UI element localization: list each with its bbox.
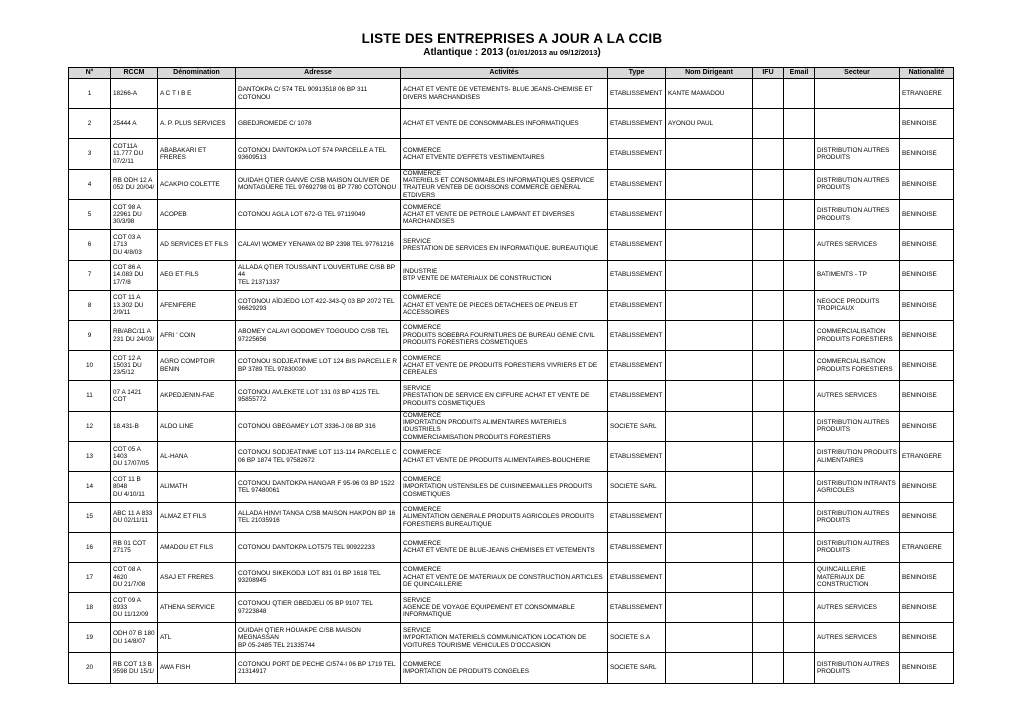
table-row xyxy=(69,532,954,562)
cell-email xyxy=(784,472,815,502)
cell-nationality: BENINOISE xyxy=(900,169,954,200)
cell-rccm: COT 11 B 8048 DU 4/10/11 xyxy=(111,472,158,502)
cell-rccm: COT 12 A 15031 DU 23/5/12 xyxy=(111,351,158,381)
cell-type: ETABLISSEMENT xyxy=(608,593,666,623)
cell-director xyxy=(666,200,753,230)
cell-ifu xyxy=(753,381,784,411)
cell-ifu xyxy=(753,593,784,623)
subtitle-end: ) xyxy=(597,47,601,58)
cell-address: COTONOU AGLA LOT 672-G TEL 97119049 xyxy=(236,200,401,230)
table-row xyxy=(69,290,954,320)
table-row xyxy=(69,351,954,381)
column-header-type: Type xyxy=(608,68,666,79)
cell-ifu xyxy=(753,139,784,169)
cell-ifu xyxy=(753,109,784,139)
cell-number: 10 xyxy=(69,351,111,381)
cell-type: ETABLISSEMENT xyxy=(608,442,666,472)
cell-activities: SERVICE PRESTATION DE SERVICES EN INFORMATIQUE. BUREAUTIQUE xyxy=(401,230,608,260)
cell-rccm: 25444 A xyxy=(111,109,158,139)
cell-address: COTONOU AVLEKETE LOT 131 03 BP 4125 TEL 95855772 xyxy=(236,381,401,411)
column-header-nationality: Nationalité xyxy=(900,68,954,79)
cell-type: ETABLISSEMENT xyxy=(608,230,666,260)
subtitle-main: Atlantique : 2013 ( xyxy=(423,47,510,58)
table-row xyxy=(69,79,954,109)
cell-director xyxy=(666,593,753,623)
cell-email xyxy=(784,290,815,320)
cell-type: SOCIETE S.A xyxy=(608,623,666,653)
cell-denomination: ACOPEB xyxy=(158,200,236,230)
subtitle-period: 01/01/2013 au 09/12/2013 xyxy=(509,48,598,57)
cell-director xyxy=(666,502,753,532)
cell-number: 13 xyxy=(69,442,111,472)
cell-nationality: BENINOISE xyxy=(900,502,954,532)
table-row xyxy=(69,653,954,683)
cell-denomination: ALMAZ ET FILS xyxy=(158,502,236,532)
cell-director xyxy=(666,411,753,442)
cell-activities: COMMERCE PRODUITS SOBEBRA FOURNITURES DE BUREAU GENIE CIVIL PRODUITS FORESTIERS COSMETIQUES xyxy=(401,320,608,350)
cell-sector: BATIMENTS - TP xyxy=(815,260,900,290)
cell-activities: SERVICE AGENCE DE VOYAGE EQUIPEMENT ET CONSOMMABLE INFORMATIQUE xyxy=(401,593,608,623)
cell-denomination: A C T I B E xyxy=(158,79,236,109)
cell-ifu xyxy=(753,79,784,109)
cell-director xyxy=(666,230,753,260)
cell-type: SOCIETE SARL xyxy=(608,411,666,442)
cell-number: 15 xyxy=(69,502,111,532)
cell-denomination: AEG ET FILS xyxy=(158,260,236,290)
cell-denomination: A. P. PLUS SERVICES xyxy=(158,109,236,139)
cell-ifu xyxy=(753,562,784,592)
cell-email xyxy=(784,623,815,653)
cell-denomination: AD SERVICES ET FILS xyxy=(158,230,236,260)
cell-sector: DISTRIBUTION AUTRES PRODUITS xyxy=(815,532,900,562)
cell-email xyxy=(784,381,815,411)
cell-rccm: COT 11 A 13.302 DU 2/9/11 xyxy=(111,290,158,320)
cell-number: 18 xyxy=(69,593,111,623)
table-row xyxy=(69,260,954,290)
cell-sector: DISTRIBUTION AUTRES PRODUITS xyxy=(815,411,900,442)
companies-table xyxy=(68,67,954,684)
table-row xyxy=(69,472,954,502)
cell-activities: ACHAT ET VENTE DE CONSOMMABLES INFORMATIQUES xyxy=(401,109,608,139)
cell-activities: COMMERCE ACHAT ET VENTE DE BLUE-JEANS CHEMISES ET VETEMENTS xyxy=(401,532,608,562)
cell-director xyxy=(666,532,753,562)
table-row xyxy=(69,411,954,442)
cell-type: ETABLISSEMENT xyxy=(608,320,666,350)
cell-denomination: ABABAKARI ET FRERES xyxy=(158,139,236,169)
cell-activities: COMMERCE ALIMENTATION GENERALE PRODUITS AGRICOLES PRODUITS FORESTIERS BUREAUTIQUE xyxy=(401,502,608,532)
cell-director: AYONOU PAUL xyxy=(666,109,753,139)
cell-type: ETABLISSEMENT xyxy=(608,290,666,320)
table-row xyxy=(69,593,954,623)
cell-rccm: 18.431-B xyxy=(111,411,158,442)
cell-denomination: AFENIFERE xyxy=(158,290,236,320)
cell-address: COTONOU PORT DE PECHE C/574-I 06 BP 1719 TEL 21314917 xyxy=(236,653,401,683)
cell-ifu xyxy=(753,653,784,683)
table-row xyxy=(69,139,954,169)
cell-director xyxy=(666,623,753,653)
cell-nationality: BENINOISE xyxy=(900,320,954,350)
column-header-number: N° xyxy=(69,68,111,79)
cell-email xyxy=(784,351,815,381)
cell-number: 4 xyxy=(69,169,111,200)
table-row xyxy=(69,169,954,200)
cell-address: COTONOU SIKEKODJI LOT 831 01 BP 1618 TEL 93208945 xyxy=(236,562,401,592)
cell-activities: SERVICE PRESTATION DE SERVICE EN CIFFURE ACHAT ET VENTE DE PRODUITS COSMETIQUES xyxy=(401,381,608,411)
cell-email xyxy=(784,593,815,623)
cell-email xyxy=(784,502,815,532)
cell-nationality: BENINOISE xyxy=(900,290,954,320)
column-header-director: Nom Dirigeant xyxy=(666,68,753,79)
cell-rccm: 07 A 1421 COT xyxy=(111,381,158,411)
cell-sector: DISTRIBUTION AUTRES PRODUITS xyxy=(815,169,900,200)
cell-type: ETABLISSEMENT xyxy=(608,562,666,592)
cell-nationality: BENINOISE xyxy=(900,593,954,623)
cell-type: ETABLISSEMENT xyxy=(608,260,666,290)
cell-type: SOCIETE SARL xyxy=(608,653,666,683)
cell-email xyxy=(784,169,815,200)
column-header-denomination: Dénomination xyxy=(158,68,236,79)
cell-rccm: COT 08 A 4620 DU 21/7/08 xyxy=(111,562,158,592)
cell-sector: QUINCAILLERIE MATERIAUX DE CONSTRUCTION xyxy=(815,562,900,592)
document-title: LISTE DES ENTREPRISES A JOUR A LA CCIB xyxy=(361,31,663,46)
cell-address: ALLADA HINVI TANGA C/SB MAISON HAKPON BP 16 TEL 21035916 xyxy=(236,502,401,532)
cell-nationality: BENINOISE xyxy=(900,472,954,502)
cell-address: COTONOU DANTOKPA LOT 574 PARCELLE A TEL 93609513 xyxy=(236,139,401,169)
column-header-activities: Activités xyxy=(401,68,608,79)
cell-sector: DISTRIBUTION AUTRES PRODUITS xyxy=(815,653,900,683)
document-subtitle xyxy=(0,47,1024,58)
cell-address: COTONOU QTIER GBEDJELI 05 BP 9107 TEL 97223848 xyxy=(236,593,401,623)
cell-nationality: BENINOISE xyxy=(900,653,954,683)
table-row xyxy=(69,200,954,230)
cell-activities: COMMERCE ACHAT ET VENTE DE PRODUITS FORESTIERS VIVRIERS ET DE CEREALES xyxy=(401,351,608,381)
cell-address: COTONOU SODJEATINME LOT 124 BIS PARCELLE R BP 3789 TEL 97830030 xyxy=(236,351,401,381)
cell-rccm: RB COT 13 B 9598 DU 15/1/ xyxy=(111,653,158,683)
cell-ifu xyxy=(753,169,784,200)
cell-denomination: AMADOU ET FILS xyxy=(158,532,236,562)
cell-address: CALAVI WOMEY YENAWA 02 BP 2398 TEL 97761216 xyxy=(236,230,401,260)
cell-number: 2 xyxy=(69,109,111,139)
cell-email xyxy=(784,562,815,592)
cell-email xyxy=(784,411,815,442)
cell-denomination: AGRO COMPTOIR BENIN xyxy=(158,351,236,381)
cell-denomination: ACAKPIO COLETTE xyxy=(158,169,236,200)
cell-nationality: BENINOISE xyxy=(900,351,954,381)
cell-denomination: ALIMATH xyxy=(158,472,236,502)
cell-rccm: COT 86 A 14.083 DU 17/7/8 xyxy=(111,260,158,290)
cell-sector: DISTRIBUTION AUTRES PRODUITS xyxy=(815,200,900,230)
cell-address: ABOMEY CALAVI GODOMEY TOGOUDO C/SB TEL 97225656 xyxy=(236,320,401,350)
table-row xyxy=(69,381,954,411)
cell-sector: DISTRIBUTION AUTRES PRODUITS xyxy=(815,502,900,532)
cell-activities: INDUSTRIE BTP VENTE DE MATERIAUX DE CONSTRUCTION xyxy=(401,260,608,290)
cell-number: 8 xyxy=(69,290,111,320)
cell-address: GBEDJROMEDE C/ 1078 xyxy=(236,109,401,139)
column-header-ifu: IFU xyxy=(753,68,784,79)
cell-number: 7 xyxy=(69,260,111,290)
cell-type: ETABLISSEMENT xyxy=(608,532,666,562)
cell-nationality: BENINOISE xyxy=(900,109,954,139)
table-row xyxy=(69,623,954,653)
table-body xyxy=(69,79,954,684)
cell-email xyxy=(784,320,815,350)
cell-sector: AUTRES SERVICES xyxy=(815,593,900,623)
cell-director xyxy=(666,290,753,320)
cell-number: 6 xyxy=(69,230,111,260)
cell-activities: COMMERCE IMPORTATION PRODUITS ALIMENTAIRES MATERIELS IDUSTRIELS COMMERCIAMISATION PRODUITS FORESTIERS xyxy=(401,411,608,442)
cell-number: 3 xyxy=(69,139,111,169)
cell-activities: COMMERCE ACHAT ET VENTE DE MATERIAUX DE CONSTRUCTION ARTICLES DE QUINCAILLERIE xyxy=(401,562,608,592)
cell-type: ETABLISSEMENT xyxy=(608,139,666,169)
column-header-rccm: RCCM xyxy=(111,68,158,79)
cell-address: COTONOU SODJEATINME LOT 113-114 PARCELLE C 06 BP 1874 TEL 97582672 xyxy=(236,442,401,472)
cell-director xyxy=(666,139,753,169)
cell-number: 14 xyxy=(69,472,111,502)
cell-ifu xyxy=(753,320,784,350)
cell-address: OUIDAH QTIER HOUAKPE C/SB MAISON MEGNASSAN BP 05-2485 TEL 21335744 xyxy=(236,623,401,653)
cell-director xyxy=(666,442,753,472)
cell-sector: COMMERCIALISATION PRODUITS FORESTIERS xyxy=(815,320,900,350)
column-header-email: Email xyxy=(784,68,815,79)
cell-rccm: COT 98 A 22961 DU 30/3/98 xyxy=(111,200,158,230)
cell-number: 16 xyxy=(69,532,111,562)
cell-director: KANTE MAMADOU xyxy=(666,79,753,109)
cell-ifu xyxy=(753,411,784,442)
cell-sector xyxy=(815,109,900,139)
cell-sector: AUTRES SERVICES xyxy=(815,230,900,260)
cell-rccm: ODH 07 B 180 DU 14/8/07 xyxy=(111,623,158,653)
cell-rccm: COT11A 11.777 DU 07/2/11 xyxy=(111,139,158,169)
cell-activities: ACHAT ET VENTE DE VETEMENTS- BLUE JEANS-CHEMISE ET DIVERS MARCHANDISES xyxy=(401,79,608,109)
cell-sector: COMMERCIALISATION PRODUITS FORESTIERS xyxy=(815,351,900,381)
cell-address: DANTOKPA C/ 574 TEL 90913518 06 BP 311 COTONOU xyxy=(236,79,401,109)
cell-type: ETABLISSEMENT xyxy=(608,169,666,200)
cell-director xyxy=(666,260,753,290)
cell-number: 9 xyxy=(69,320,111,350)
cell-director xyxy=(666,562,753,592)
cell-ifu xyxy=(753,623,784,653)
cell-type: ETABLISSEMENT xyxy=(608,79,666,109)
cell-ifu xyxy=(753,260,784,290)
table-header-row xyxy=(69,68,954,79)
cell-rccm: ABC 11 A 833 DU 02/11/11 xyxy=(111,502,158,532)
cell-director xyxy=(666,351,753,381)
cell-type: ETABLISSEMENT xyxy=(608,351,666,381)
cell-type: SOCIETE SARL xyxy=(608,472,666,502)
cell-denomination: AKPEDJENIN-FAE xyxy=(158,381,236,411)
cell-rccm: 18266-A xyxy=(111,79,158,109)
cell-number: 19 xyxy=(69,623,111,653)
cell-number: 12 xyxy=(69,411,111,442)
cell-email xyxy=(784,653,815,683)
cell-activities: COMMERCE IMPORTATION DE PRODUITS CONGELES xyxy=(401,653,608,683)
cell-email xyxy=(784,260,815,290)
cell-rccm: COT 05 A 1403 DU 17/07/05 xyxy=(111,442,158,472)
cell-denomination: AL-HANA xyxy=(158,442,236,472)
table-row xyxy=(69,502,954,532)
cell-ifu xyxy=(753,230,784,260)
cell-rccm: RB/ABC/11 A 231 DU 24/03/ xyxy=(111,320,158,350)
cell-number: 20 xyxy=(69,653,111,683)
cell-director xyxy=(666,381,753,411)
cell-email xyxy=(784,139,815,169)
cell-sector: DISTRIBUTION INTRANTS AGRICOLES xyxy=(815,472,900,502)
cell-email xyxy=(784,109,815,139)
table-row xyxy=(69,320,954,350)
cell-sector: AUTRES SERVICES xyxy=(815,381,900,411)
cell-director xyxy=(666,472,753,502)
cell-nationality: BENINOISE xyxy=(900,623,954,653)
cell-nationality: BENINOISE xyxy=(900,562,954,592)
cell-sector: DISTRIBUTION AUTRES PRODUITS xyxy=(815,139,900,169)
cell-type: ETABLISSEMENT xyxy=(608,381,666,411)
cell-denomination: AFRI ' COIN xyxy=(158,320,236,350)
cell-type: ETABLISSEMENT xyxy=(608,502,666,532)
cell-ifu xyxy=(753,442,784,472)
cell-nationality: BENINOISE xyxy=(900,230,954,260)
cell-denomination: AWA FISH xyxy=(158,653,236,683)
cell-address: COTONOU GBEGAMEY LOT 3336-J 08 BP 316 xyxy=(236,411,401,442)
cell-address: ALLADA QTIER TOUSSAINT L'OUVERTURE C/SB BP 44 TEL 21371337 xyxy=(236,260,401,290)
cell-address: COTONOU DANTOKPA LOT575 TEL 90922233 xyxy=(236,532,401,562)
cell-address: COTONOU DANTOKPA HANGAR F 95-96 03 BP 1522 TEL 97480061 xyxy=(236,472,401,502)
cell-denomination: ASAJ ET FRERES xyxy=(158,562,236,592)
cell-number: 11 xyxy=(69,381,111,411)
column-header-address: Adresse xyxy=(236,68,401,79)
cell-email xyxy=(784,230,815,260)
cell-nationality: BENINOISE xyxy=(900,200,954,230)
cell-activities: COMMERCE MATERIELS ET CONSOMMABLES INFORMATIQUES QSERVICE TRAITEUR VENTEB DE GOISSONS COMMERCE GENERAL ETDIVERS xyxy=(401,169,608,200)
cell-activities: SERVICE IM'PORTATION MATERIELS COMMUNICATION LOCATION DE VOITURES TOURISME VEHICULES D'OCCASION xyxy=(401,623,608,653)
cell-sector xyxy=(815,79,900,109)
cell-nationality: BENINOISE xyxy=(900,411,954,442)
cell-rccm: RB ODH 12 A 052 DU 20/04/ xyxy=(111,169,158,200)
cell-ifu xyxy=(753,472,784,502)
cell-director xyxy=(666,320,753,350)
cell-number: 1 xyxy=(69,79,111,109)
cell-rccm: RB 01 COT 27175 xyxy=(111,532,158,562)
cell-email xyxy=(784,79,815,109)
table-row xyxy=(69,109,954,139)
column-header-sector: Secteur xyxy=(815,68,900,79)
table-row xyxy=(69,442,954,472)
cell-ifu xyxy=(753,502,784,532)
cell-nationality: ETRANGERE xyxy=(900,79,954,109)
cell-email xyxy=(784,442,815,472)
cell-director xyxy=(666,653,753,683)
cell-nationality: BENINOISE xyxy=(900,139,954,169)
cell-type: ETABLISSEMENT xyxy=(608,109,666,139)
cell-ifu xyxy=(753,290,784,320)
cell-number: 5 xyxy=(69,200,111,230)
cell-sector: AUTRES SERVICES xyxy=(815,623,900,653)
cell-email xyxy=(784,200,815,230)
cell-address: COTONOU AÏDJEDO LOT 422-343-Q 03 BP 2072 TEL 96629293 xyxy=(236,290,401,320)
cell-rccm: COT 09 A 8933 DU 11/12/09 xyxy=(111,593,158,623)
cell-activities: COMMERCE ACHAT ET VENTE DE PRODUITS ALIMENTAIRES-BOUCHERIE xyxy=(401,442,608,472)
cell-address: OUIDAH QTIER GANVE C/SB MAISON OLIVIER DE MONTAGUERE TEL 97692798 01 BP 7780 COTONOU xyxy=(236,169,401,200)
cell-denomination: ATHENA SERVICE xyxy=(158,593,236,623)
cell-type: ETABLISSEMENT xyxy=(608,200,666,230)
cell-nationality: ETRANGERE xyxy=(900,532,954,562)
table-row xyxy=(69,562,954,592)
cell-ifu xyxy=(753,532,784,562)
cell-email xyxy=(784,532,815,562)
cell-denomination: ALDO LINE xyxy=(158,411,236,442)
cell-nationality: BENINOISE xyxy=(900,381,954,411)
cell-sector: NEGOCE PRODUITS TROPICAUX xyxy=(815,290,900,320)
cell-activities: COMMERCE ACHAT ET VENTE DE PETROLE LAMPANT ET DIVERSES MARCHANDISES xyxy=(401,200,608,230)
cell-nationality: ETRANGERE xyxy=(900,442,954,472)
cell-number: 17 xyxy=(69,562,111,592)
cell-activities: COMMERCE ACHAT ET VENTE DE PIECES DETACHEES DE PNEUS ET ACCESSOIRES xyxy=(401,290,608,320)
cell-nationality: BENINOISE xyxy=(900,260,954,290)
cell-activities: COMMERCE IMPORTATION USTENSILES DE CUISINEEMAILLES PRODUITS COSMETIQUES xyxy=(401,472,608,502)
cell-sector: DISTRIBUTION PRODUITS ALIMENTAIRES xyxy=(815,442,900,472)
cell-ifu xyxy=(753,351,784,381)
cell-director xyxy=(666,169,753,200)
cell-activities: COMMERCE ACHAT ETVENTE D'EFFETS VESTIMENTAIRES xyxy=(401,139,608,169)
cell-ifu xyxy=(753,200,784,230)
cell-rccm: COT 03 A 1713 DU 4/8/03 xyxy=(111,230,158,260)
table-row xyxy=(69,230,954,260)
cell-denomination: ATL xyxy=(158,623,236,653)
